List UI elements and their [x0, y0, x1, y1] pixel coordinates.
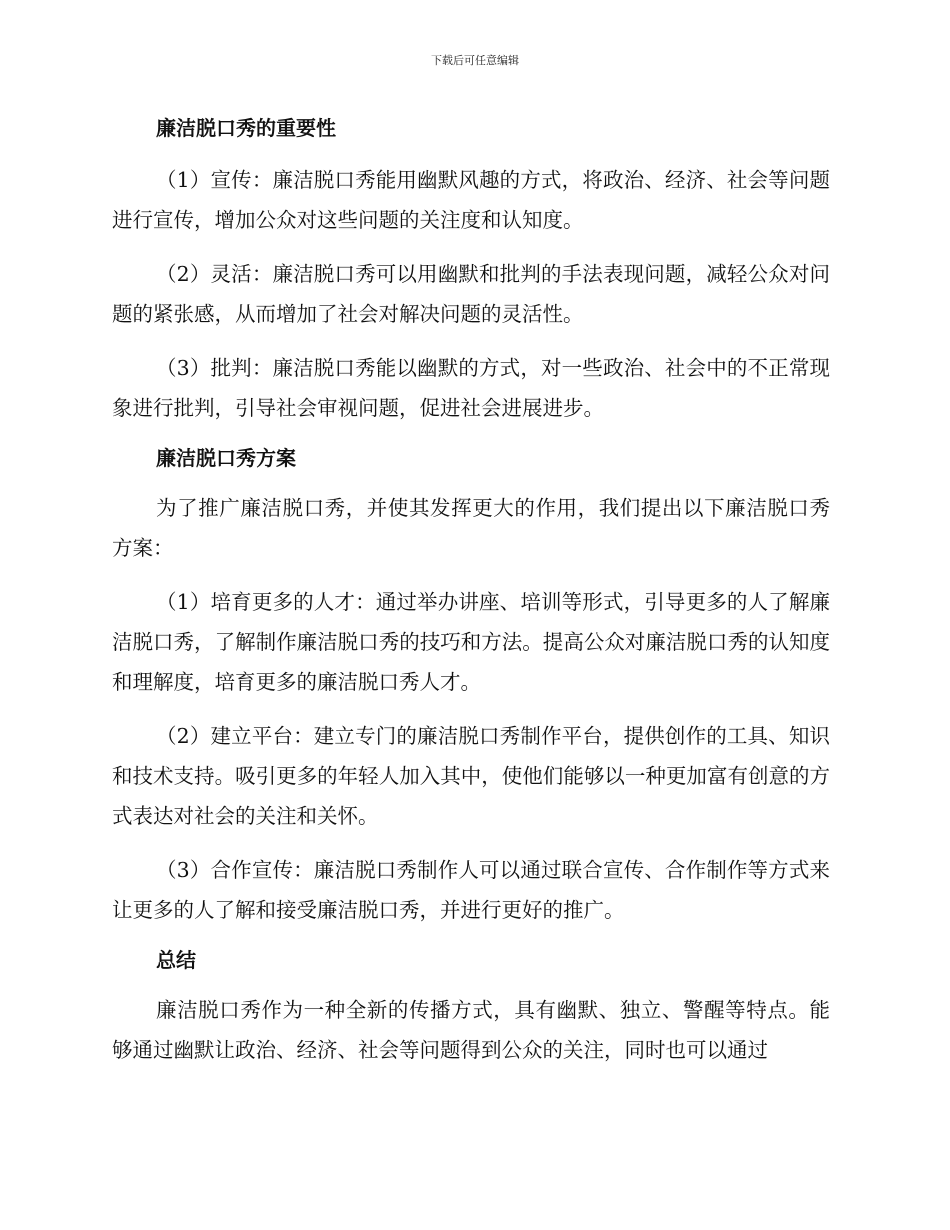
section-heading-importance: 廉洁脱口秀的重要性 [156, 116, 336, 140]
document-body [112, 108, 830, 1070]
paragraph-criticism: （3）批判：廉洁脱口秀能以幽默的方式，对一些政治、社会中的不正常现象进行批判，引导社会审视问题，促进社会进展进步。 [112, 356, 830, 420]
page-header: 下载后可任意编辑 [431, 54, 519, 67]
section-heading-plan: 廉洁脱口秀方案 [156, 446, 296, 470]
paragraph-summary: 廉洁脱口秀作为一种全新的传播方式，具有幽默、独立、警醒等特点。能够通过幽默让政治、经济、社会等问题得到公众的关注，同时也可以通过 [112, 998, 830, 1062]
paragraph-publicity: （1）宣传：廉洁脱口秀能用幽默风趣的方式，将政治、经济、社会等问题进行宣传，增加公众对这些问题的关注度和认知度。 [112, 168, 830, 232]
paragraph-build-platform: （2）建立平台：建立专门的廉洁脱口秀制作平台，提供创作的工具、知识和技术支持。吸引更多的年轻人加入其中，使他们能够以一种更加富有创意的方式表达对社会的关注和关怀。 [112, 724, 830, 828]
paragraph-plan-intro: 为了推广廉洁脱口秀，并使其发挥更大的作用，我们提出以下廉洁脱口秀方案： [112, 496, 830, 560]
paragraph-cooperative-publicity: （3）合作宣传：廉洁脱口秀制作人可以通过联合宣传、合作制作等方式来让更多的人了解和接受廉洁脱口秀，并进行更好的推广。 [112, 858, 830, 922]
paragraph-cultivate-talent: （1）培育更多的人才：通过举办讲座、培训等形式，引导更多的人了解廉洁脱口秀，了解制作廉洁脱口秀的技巧和方法。提高公众对廉洁脱口秀的认知度和理解度，培育更多的廉洁脱口秀人才。 [112, 590, 830, 694]
section-heading-summary: 总结 [156, 948, 196, 972]
paragraph-flexibility: （2）灵活：廉洁脱口秀可以用幽默和批判的手法表现问题，减轻公众对问题的紧张感，从而增加了社会对解决问题的灵活性。 [112, 262, 830, 326]
